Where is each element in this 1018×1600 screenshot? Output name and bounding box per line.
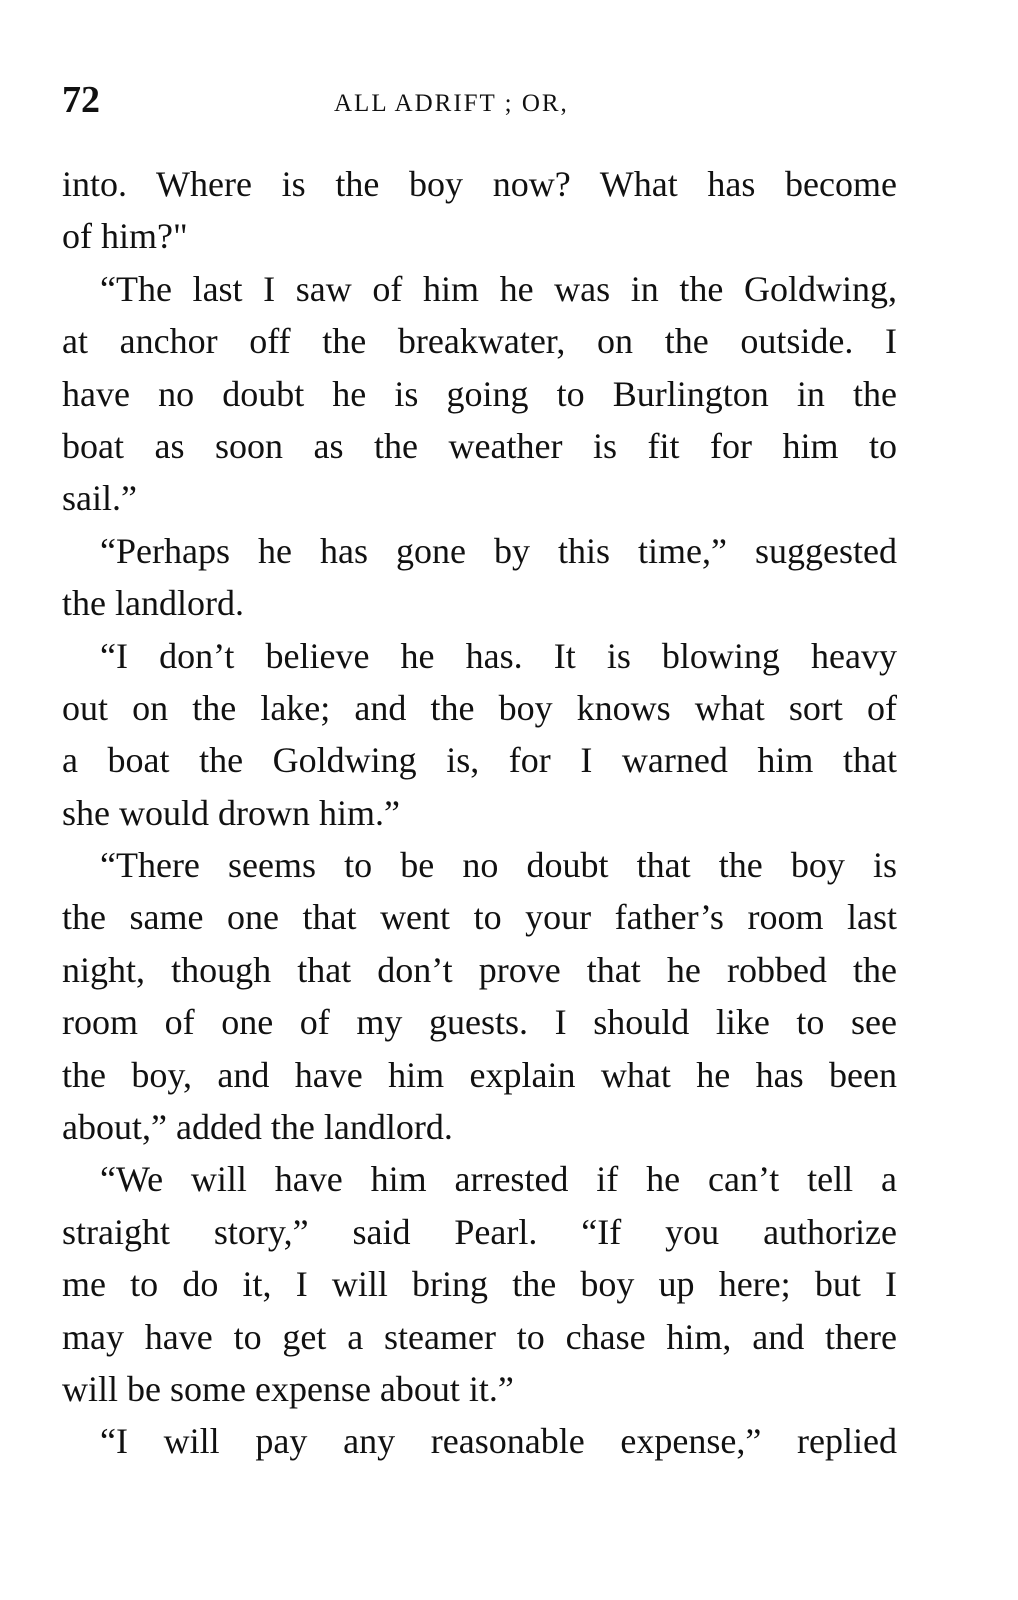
- text-line: “I will pay any reasonable expense,” replied: [100, 1421, 897, 1462]
- paragraph: [62, 158, 897, 263]
- text-line: about,” added the landlord.: [62, 1107, 453, 1148]
- text-line: she would drown him.”: [62, 792, 400, 833]
- running-title: ALL ADRIFT ; OR,: [334, 90, 569, 117]
- text-line: night, though that don’t prove that he robbed the: [62, 949, 897, 990]
- paragraph: [62, 1415, 897, 1467]
- text-line: out on the lake; and the boy knows what sort of: [62, 687, 897, 728]
- text-line: me to do it, I will bring the boy up here; but I: [62, 1264, 897, 1305]
- text-line: at anchor off the breakwater, on the outside. I: [62, 321, 897, 362]
- paragraph: [62, 1153, 897, 1415]
- paragraph: [62, 525, 897, 630]
- text-line: “The last I saw of him he was in the Goldwing,: [100, 268, 897, 309]
- text-line: will be some expense about it.”: [62, 1368, 514, 1409]
- text-line: have no doubt he is going to Burlington in the: [62, 373, 897, 414]
- text-line: “I don’t believe he has. It is blowing heavy: [100, 635, 897, 676]
- running-header: [62, 78, 897, 128]
- body-text: [62, 158, 897, 1468]
- paragraph: [62, 630, 897, 840]
- text-line: straight story,” said Pearl. “If you authorize: [62, 1211, 897, 1252]
- text-line: boat as soon as the weather is fit for him to: [62, 425, 897, 466]
- text-line: the landlord.: [62, 583, 244, 624]
- text-line: may have to get a steamer to chase him, and there: [62, 1316, 897, 1357]
- text-line: “We will have him arrested if he can’t tell a: [100, 1159, 897, 1200]
- text-line: of him?": [62, 216, 188, 257]
- text-line: the same one that went to your father’s room last: [62, 897, 897, 938]
- page-number: 72: [62, 79, 100, 121]
- paragraph: [62, 839, 897, 1153]
- text-line: sail.”: [62, 478, 137, 519]
- text-line: into. Where is the boy now? What has become: [62, 164, 897, 204]
- text-line: “There seems to be no doubt that the boy is: [100, 845, 897, 886]
- text-line: the boy, and have him explain what he has been: [62, 1054, 897, 1095]
- text-line: room of one of my guests. I should like to see: [62, 1002, 897, 1043]
- text-line: “Perhaps he has gone by this time,” suggested: [100, 530, 897, 571]
- text-line: a boat the Goldwing is, for I warned him that: [62, 740, 897, 781]
- paragraph: [62, 263, 897, 525]
